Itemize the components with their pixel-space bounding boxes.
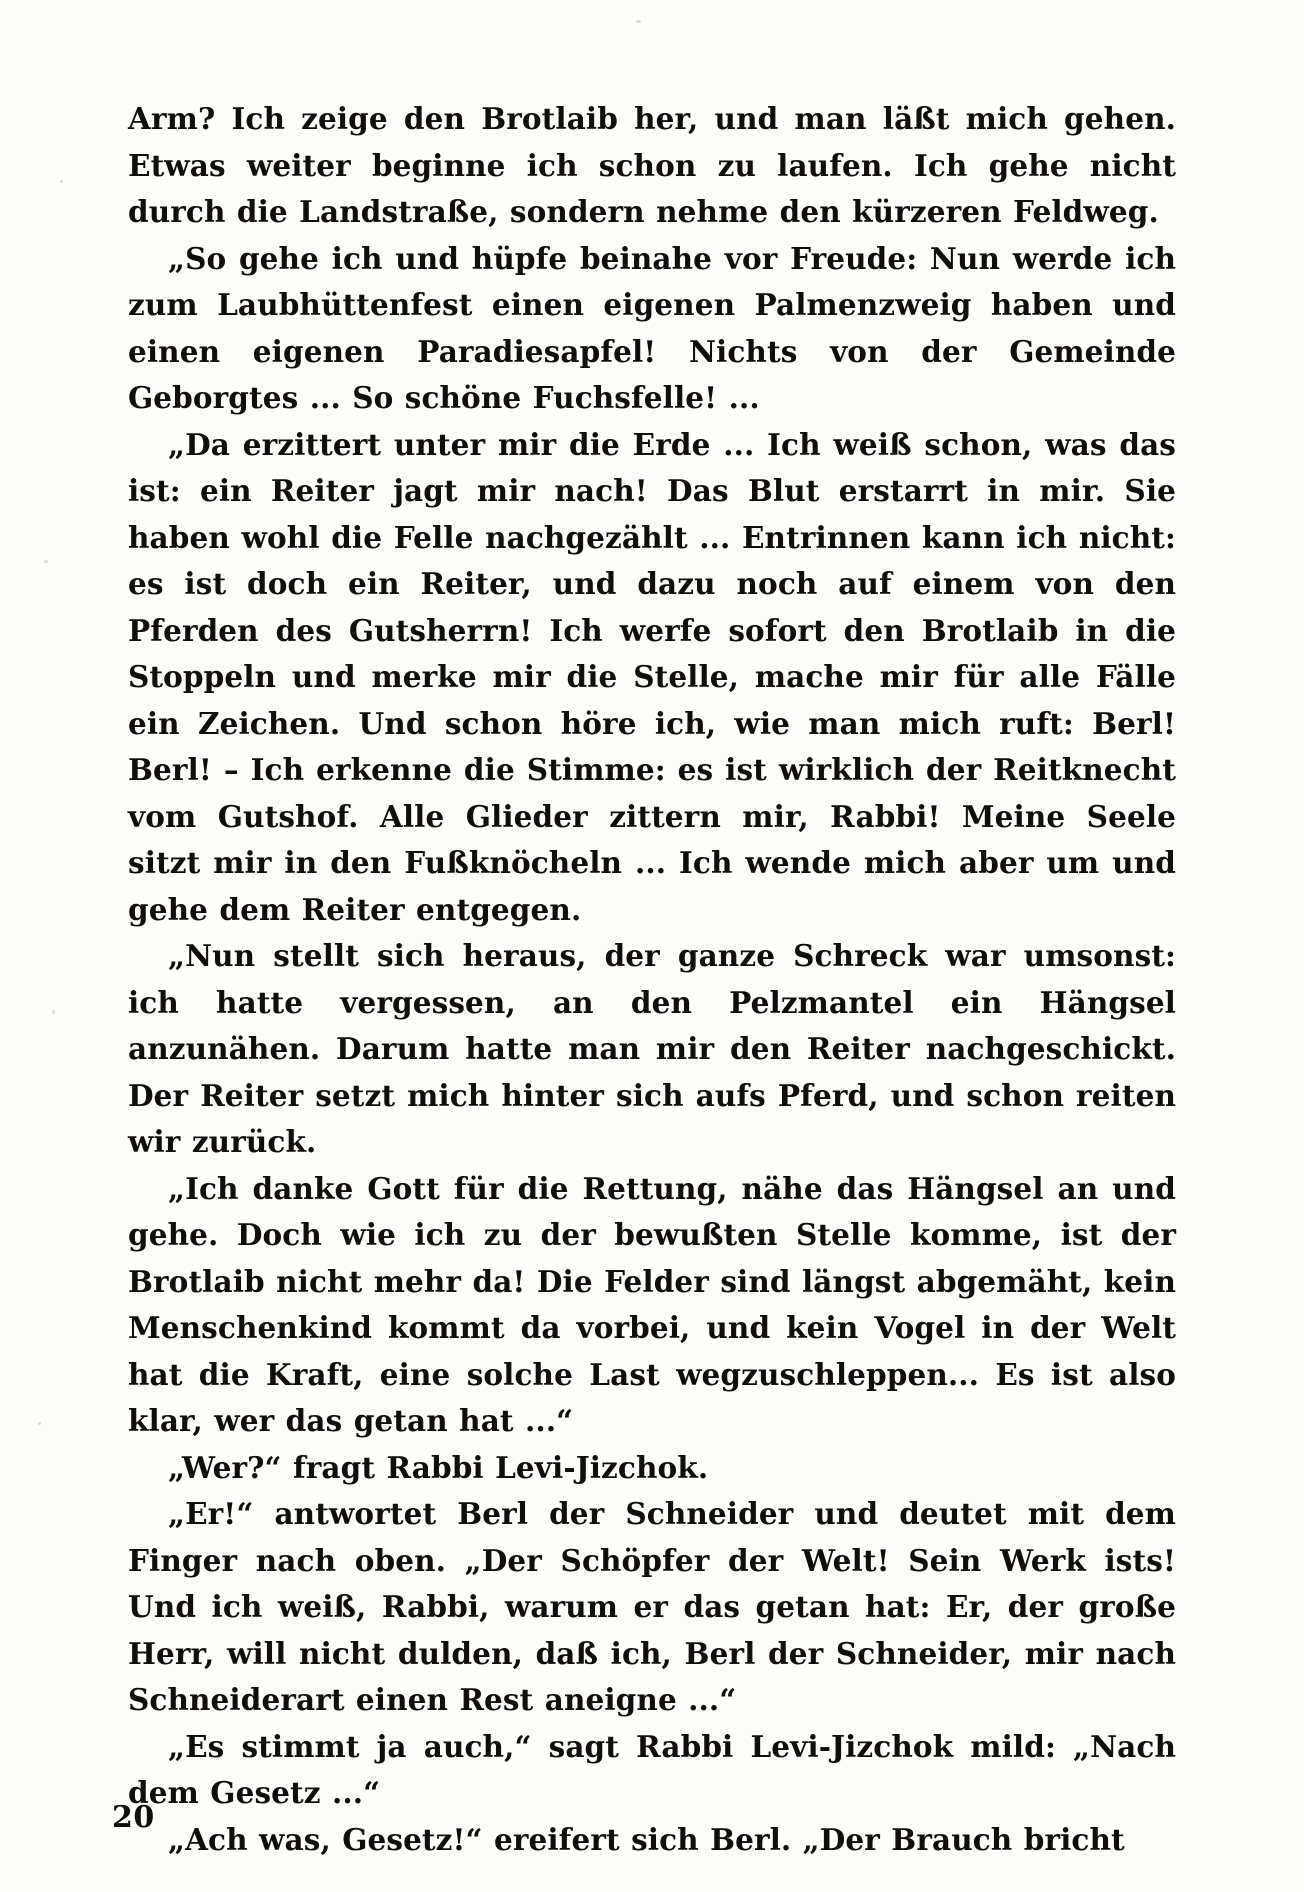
scan-speckle: [52, 1010, 55, 1014]
paragraph: „Wer?“ fragt Rabbi Levi-Jizchok.: [168, 1449, 709, 1485]
paragraph: „Ich danke Gott für die Rettung, nähe das Hängsel an und gehe. Doch wie ich zu der bewußten Stelle komme, ist der Brotlaib nicht mehr da! Die Felder sind längst abgemäht, kein Menschenkind kommt da vorbei, und kein Vogel in der Welt hat die Kraft, eine solche Last wegzuschleppen... Es ist also klar, wer das getan hat ...“: [128, 1170, 1176, 1438]
scan-speckle: [636, 20, 641, 23]
page-number: 20: [112, 1800, 155, 1835]
paragraph: „Er!“ antwortet Berl der Schneider und deutet mit dem Finger nach oben. „Der Schöpfer der Welt! Sein Werk ists! Und ich weiß, Rabbi, warum er das getan hat: Er, der große Herr, will nicht dulden, daß ich, Berl der Schneider, mir nach Schneiderart einen Rest aneigne ...“: [128, 1496, 1176, 1717]
body-text: [128, 96, 1176, 1863]
paragraph: „Da erzittert unter mir die Erde ... Ich weiß schon, was das ist: ein Reiter jagt mir nach! Das Blut erstarrt in mir. Sie haben wohl die Felle nachgezählt ... Entrinnen kann ich nicht: es ist doch ein Reiter, und dazu noch auf einem von den Pferden des Gutsherrn! Ich werfe sofort den Brotlaib in die Stoppeln und merke mir die Stelle, mache mir für alle Fälle ein Zeichen. Und schon höre ich, wie man mich ruft: Berl! Berl! – Ich erkenne die Stimme: es ist wirklich der Reitknecht vom Gutshof. Alle Glieder zittern mir, Rabbi! Meine Seele sitzt mir in den Fußknöcheln ... Ich wende mich aber um und gehe dem Reiter entgegen.: [128, 426, 1176, 927]
scan-speckle: [60, 180, 63, 183]
scan-speckle: [44, 560, 48, 563]
scan-speckle: [38, 1422, 41, 1425]
paragraph: „So gehe ich und hüpfe beinahe vor Freude: Nun werde ich zum Laubhüttenfest einen eigenen Palmenzweig haben und einen eigenen Paradiesapfel! Nichts von der Gemeinde Geborgtes ... So schöne Fuchsfelle! ...: [128, 240, 1176, 415]
paragraph: Arm? Ich zeige den Brotlaib her, und man läßt mich gehen. Etwas weiter beginne ich schon zu laufen. Ich gehe nicht durch die Landstraße, sondern nehme den kürzeren Feldweg.: [128, 101, 1176, 229]
paragraph: „Ach was, Gesetz!“ ereifert sich Berl. „Der Brauch bricht: [168, 1821, 1125, 1857]
paragraph: „Es stimmt ja auch,“ sagt Rabbi Levi-Jizchok mild: „Nach dem Gesetz ...“: [128, 1728, 1176, 1810]
paragraph: „Nun stellt sich heraus, der ganze Schreck war umsonst: ich hatte vergessen, an den Pelzmantel ein Hängsel anzunähen. Darum hatte man mir den Reiter nachgeschickt. Der Reiter setzt mich hinter sich aufs Pferd, und schon reiten wir zurück.: [128, 938, 1176, 1159]
